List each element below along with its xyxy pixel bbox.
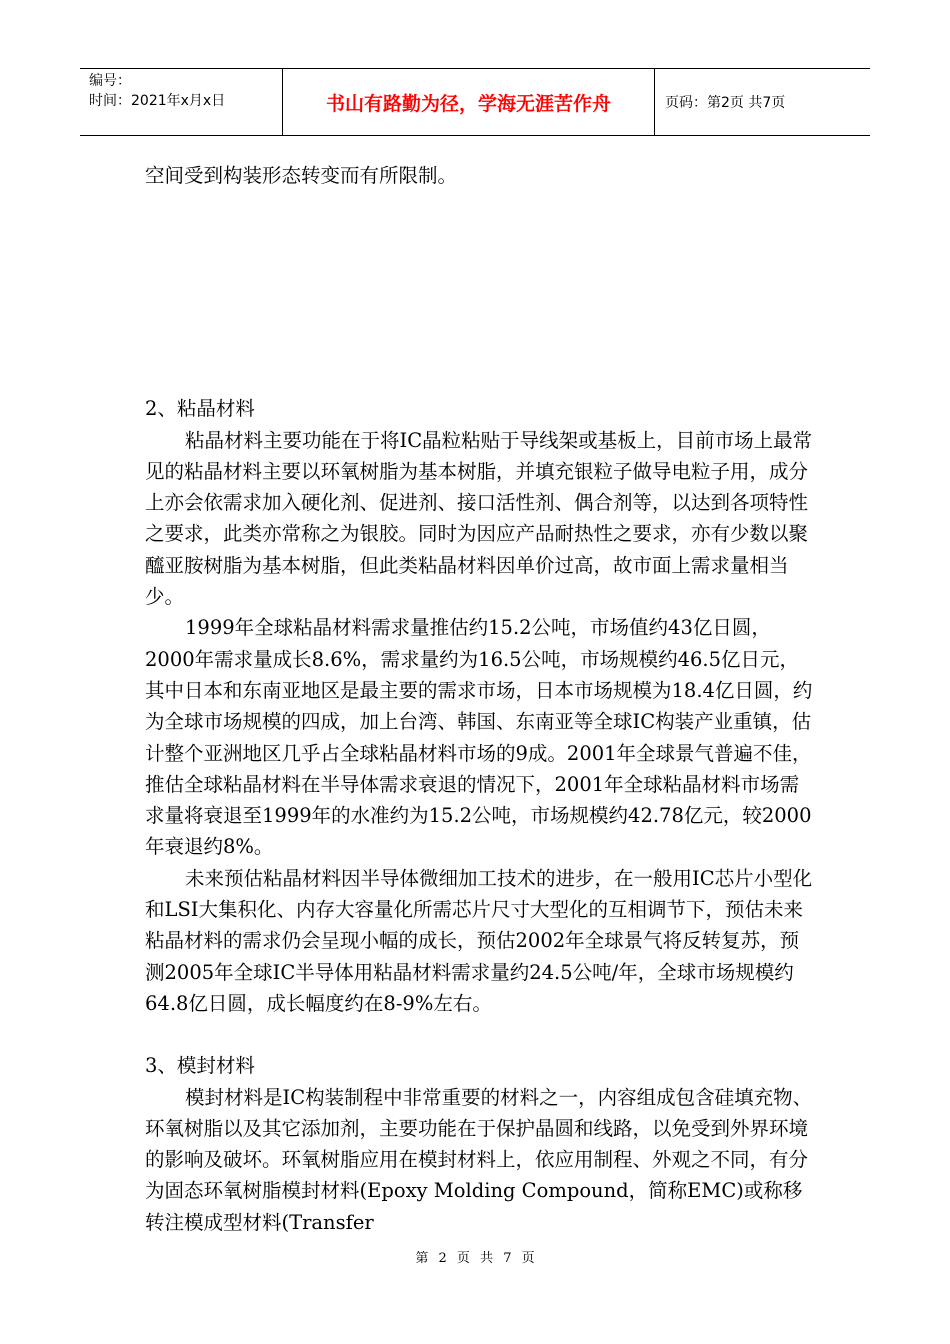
header-meta-cell	[80, 69, 283, 135]
document-number-label: 编号：	[89, 73, 131, 89]
section-2-paragraph-2: 1999年全球粘晶材料需求量推估约15.2公吨，市场值约43亿日圆，2000年需求量成长8.6%，需求量约为16.5公吨，市场规模约46.5亿日元，其中日本和东南亚地区是最主要的需求市场，日本市场规模为18.4亿日圆，约为全球市场规模的四成，加上台湾、韩国、东南亚等全球IC构装产业重镇，估计整个亚洲地区几乎占全球粘晶材料市场的9成。2001年全球景气普遍不佳，推估全球粘晶材料在半导体需求衰退的情况下，2001年全球粘晶材料市场需求量将衰退至1999年的水准约为15.2公吨，市场规模约42.78亿元，较2000年衰退约8%。	[145, 616, 813, 859]
section-2-paragraph-3: 未来预估粘晶材料因半导体微细加工技术的进步，在一般用IC芯片小型化和LSI大集积化、内存大容量化所需芯片尺寸大型化的互相调节下，预估未来粘晶材料的需求仍会呈现小幅的成长，预估2002年全球景气将反转复苏，预测2005年全球IC半导体用粘晶材料需求量约24.5公吨/年，全球市场规模约64.8亿日圆，成长幅度约在8-9%左右。	[145, 866, 813, 1015]
header-motto: 书山有路勤为径，学海无涯苦作舟	[325, 92, 611, 115]
page-footer	[0, 1247, 950, 1266]
section-3-paragraph-1: 模封材料是IC构装制程中非常重要的材料之一，内容组成包含硅填充物、环氧树脂以及其它添加剂，主要功能在于保护晶圆和线路，以免受到外界环境的影响及破坏。环氧树脂应用在模封材料上，依应用制程、外观之不同，有分为固态环氧树脂模封材料(Epoxy Molding Compound，简称EMC)或称移转注模成型材料(Transfer	[145, 1085, 813, 1234]
document-date-label: 时间：2021年x月x日	[89, 93, 226, 109]
page-header	[80, 68, 870, 136]
document-body	[145, 160, 813, 1238]
blank-space	[145, 191, 813, 393]
section-3-heading: 3、模封材料	[145, 1054, 255, 1078]
header-page-cell	[655, 69, 870, 135]
section-2-paragraph-1: 粘晶材料主要功能在于将IC晶粒粘贴于导线架或基板上，目前市场上最常见的粘晶材料主要以环氧树脂为基本树脂，并填充银粒子做导电粒子用，成分上亦会依需求加入硬化剂、促进剂、接口活性剂、偶合剂等，以达到各项特性之要求，此类亦常称之为银胶。同时为因应产品耐热性之要求，亦有少数以聚醯亚胺树脂为基本树脂，但此类粘晶材料因单价过高，故市面上需求量相当少。	[145, 428, 813, 609]
header-page-number: 页码：第2页 共7页	[665, 95, 786, 111]
section-spacer	[145, 1019, 813, 1050]
section-2-heading: 2、粘晶材料	[145, 397, 255, 421]
header-motto-cell	[283, 69, 655, 135]
footer-page-info: 第 2 页 共 7 页	[415, 1251, 535, 1266]
continuation-paragraph: 空间受到构装形态转变而有所限制。	[145, 164, 458, 187]
